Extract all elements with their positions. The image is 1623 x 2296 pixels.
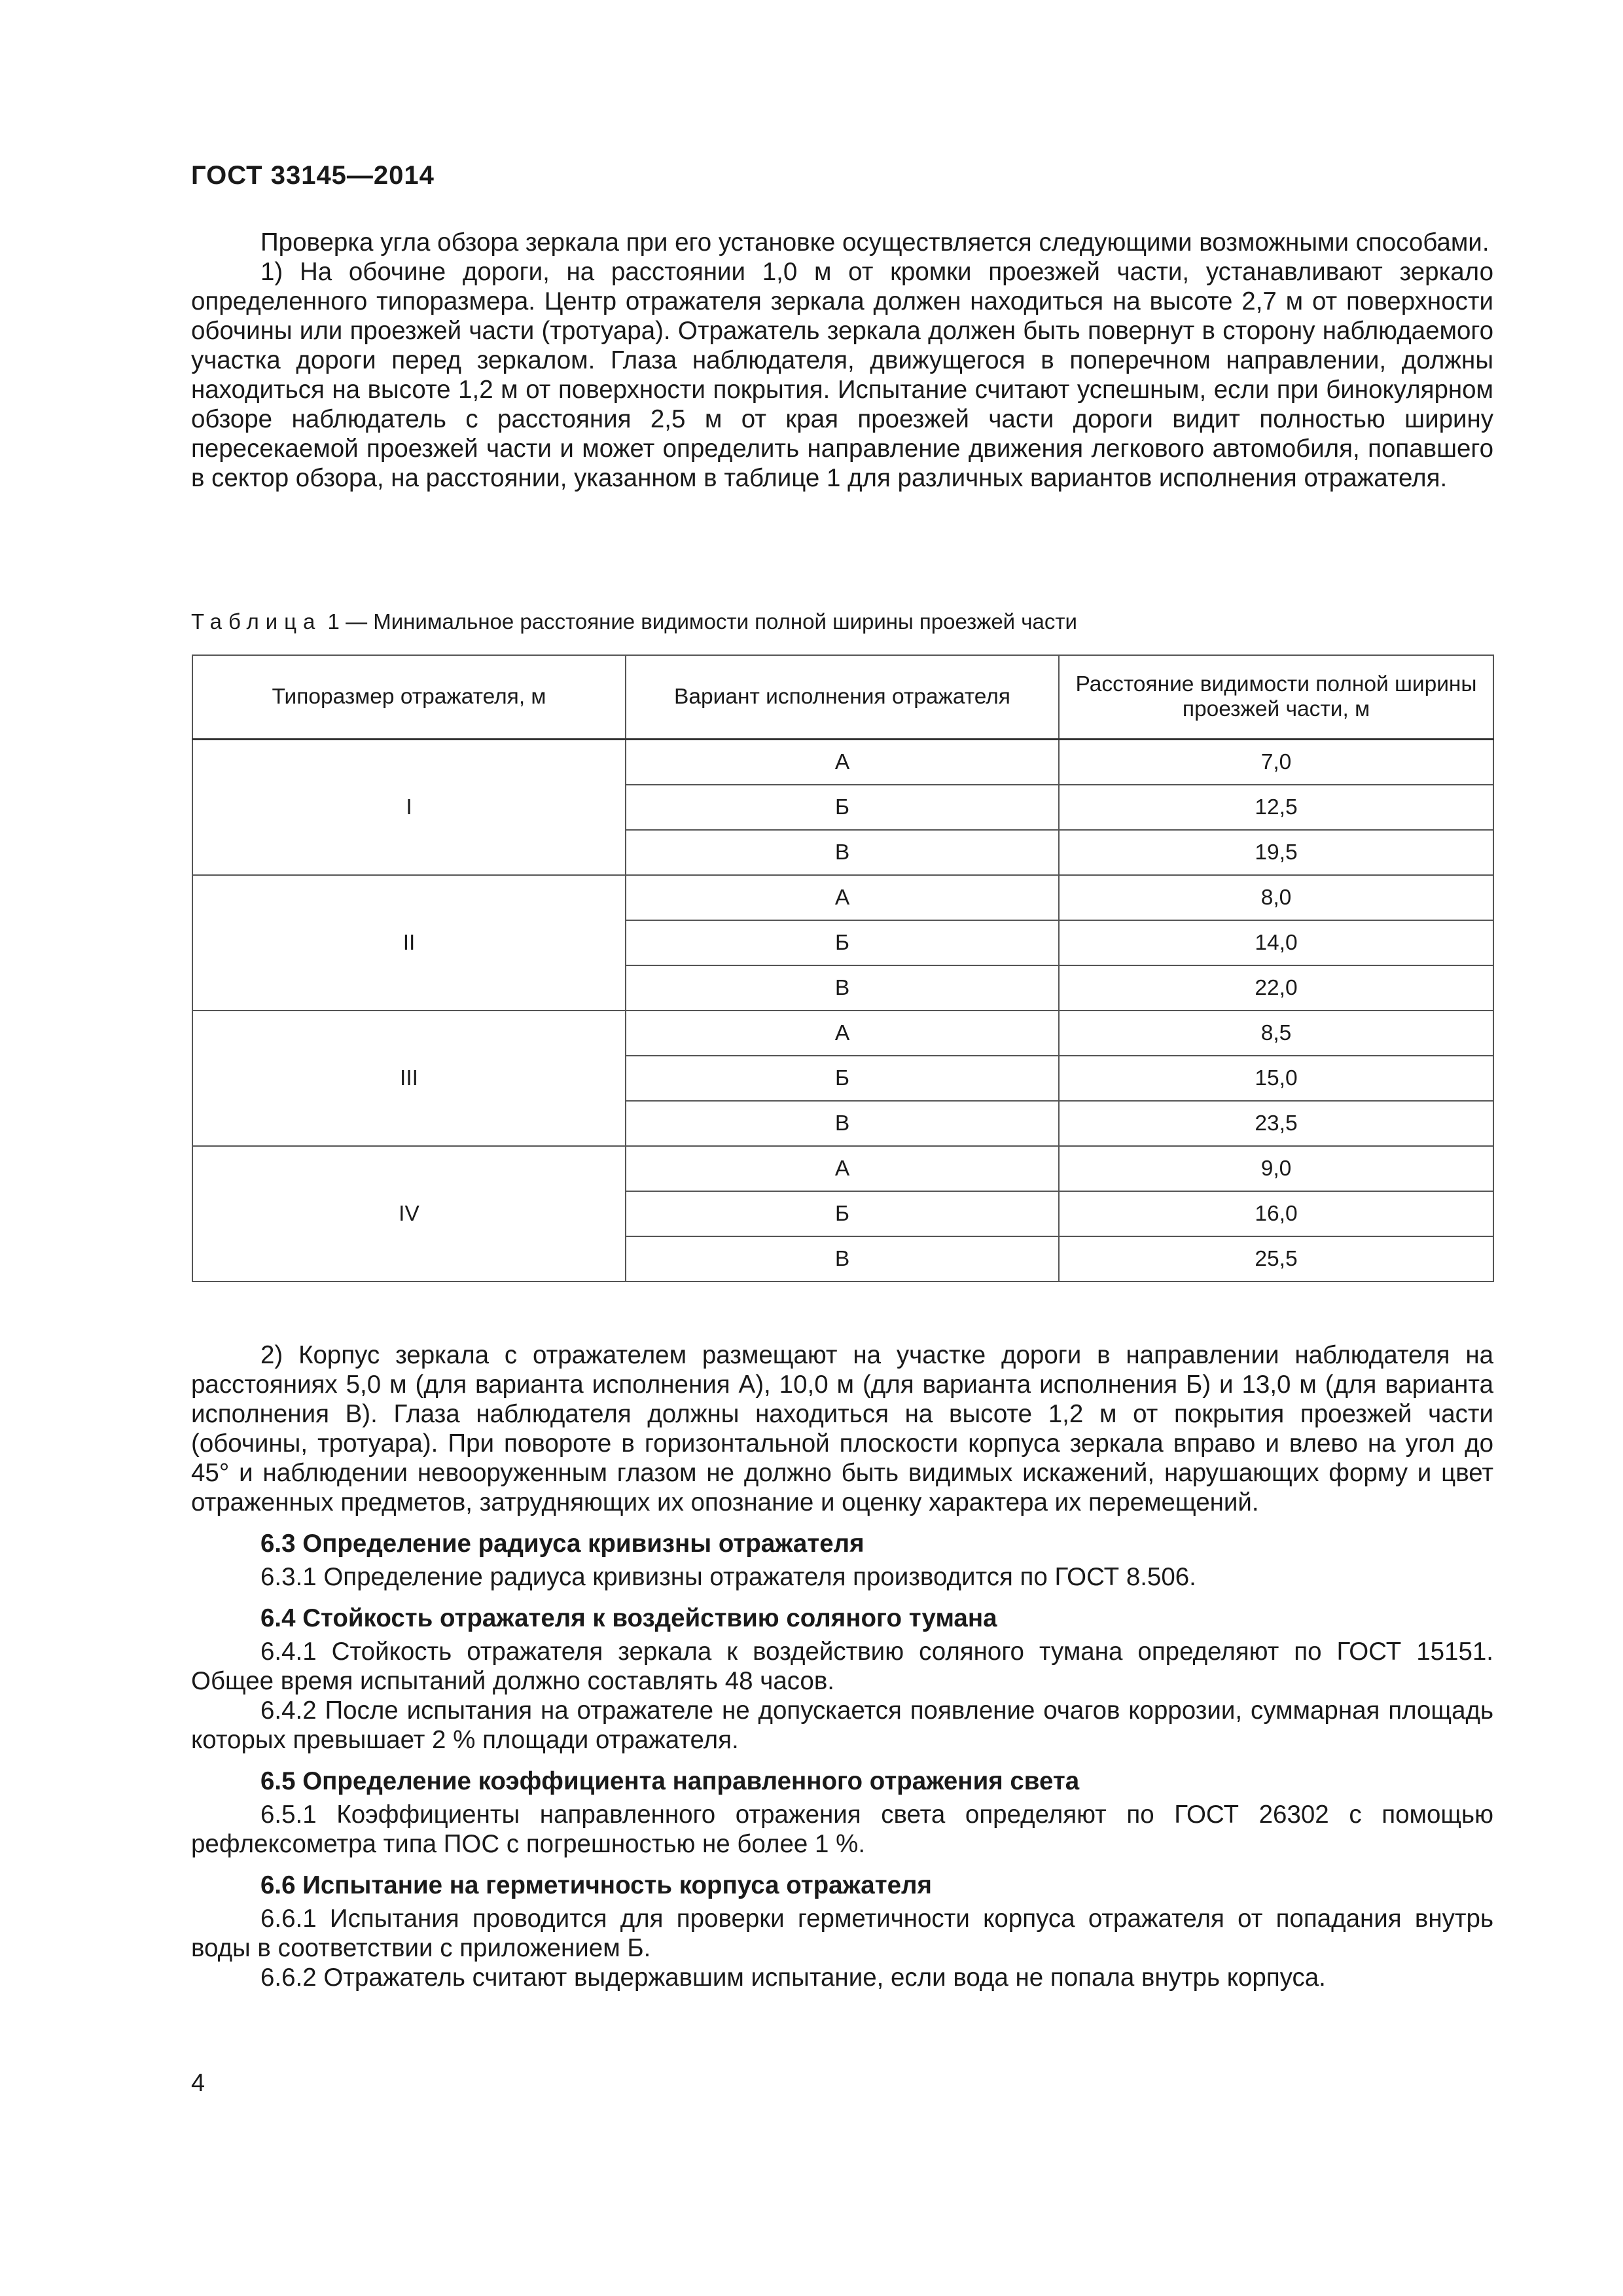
header-size: Типоразмер отражателя, м xyxy=(192,655,626,740)
clause-6-4-1: 6.4.1 Стойкость отражателя зеркала к воздействию соляного тумана определяют по ГОСТ 15151. Общее время испытаний должно составлять 48 часов. xyxy=(191,1638,1493,1695)
variant-cell: В xyxy=(626,830,1059,875)
table-caption xyxy=(191,609,1077,635)
header-variant: Вариант исполнения отражателя xyxy=(626,655,1059,740)
section-6-4-title: 6.4 Стойкость отражателя к воздействию соляного тумана xyxy=(260,1604,997,1632)
distance-cell: 16,0 xyxy=(1059,1191,1493,1236)
table-row xyxy=(192,1146,1493,1191)
table-caption-text: 1 — Минимальное расстояние видимости полной ширины проезжей части xyxy=(321,609,1077,634)
section-6-3-title: 6.3 Определение радиуса кривизны отражателя xyxy=(260,1530,865,1558)
distance-cell: 8,0 xyxy=(1059,875,1493,920)
variant-cell: В xyxy=(626,1236,1059,1282)
distance-cell: 19,5 xyxy=(1059,830,1493,875)
variant-cell: А xyxy=(626,875,1059,920)
section-6-6-title: 6.6 Испытание на герметичность корпуса отражателя xyxy=(260,1871,932,1899)
distance-cell: 23,5 xyxy=(1059,1101,1493,1146)
variant-cell: В xyxy=(626,965,1059,1011)
variant-cell: А xyxy=(626,1011,1059,1056)
distance-cell: 14,0 xyxy=(1059,920,1493,965)
variant-cell: В xyxy=(626,1101,1059,1146)
distance-cell: 25,5 xyxy=(1059,1236,1493,1282)
variant-cell: Б xyxy=(626,1191,1059,1236)
table-row xyxy=(192,1011,1493,1056)
clause-6-6-1: 6.6.1 Испытания проводится для проверки герметичности корпуса отражателя от попадания внутрь воды в соответствии с приложением Б. xyxy=(191,1905,1493,1962)
page-number: 4 xyxy=(191,2070,205,2097)
section-6-5-title: 6.5 Определение коэффициента направленного отражения света xyxy=(260,1767,1080,1795)
variant-cell: А xyxy=(626,1146,1059,1191)
clause-6-4-2: 6.4.2 После испытания на отражателе не допускается появление очагов коррозии, суммарная площадь которых превышает 2 % площади отражателя. xyxy=(191,1696,1493,1754)
size-cell: III xyxy=(192,1011,626,1146)
distance-cell: 9,0 xyxy=(1059,1146,1493,1191)
distance-cell: 15,0 xyxy=(1059,1056,1493,1101)
after-table-block xyxy=(191,1340,1493,1992)
distance-cell: 7,0 xyxy=(1059,740,1493,785)
clause-6-3-1: 6.3.1 Определение радиуса кривизны отражателя производится по ГОСТ 8.506. xyxy=(260,1563,1196,1591)
variant-cell: Б xyxy=(626,920,1059,965)
table-header-row xyxy=(192,655,1493,740)
variant-cell: А xyxy=(626,740,1059,785)
distance-cell: 22,0 xyxy=(1059,965,1493,1011)
document-header: ГОСТ 33145—2014 xyxy=(191,161,435,190)
intro-block xyxy=(191,228,1493,493)
table-row xyxy=(192,875,1493,920)
method-2-paragraph: 2) Корпус зеркала с отражателем размещают на участке дороги в направлении наблюдателя на расстояниях 5,0 м (для варианта исполнения А), 10,0 м (для варианта исполнения Б) и 13,0 м (для варианта исполнения В). Глаза наблюдателя должны находиться на высоте 1,2 м от покрытия проезжей части (обочины, тротуара). При повороте в горизонтальной плоскости корпуса зеркала вправо и влево на угол до 45° и наблюдении невооруженным глазом не должно быть видимых искажений, нарушающих форму и цвет отраженных предметов, затрудняющих их опознание и оценку характера их перемещений. xyxy=(191,1341,1493,1516)
size-cell: II xyxy=(192,875,626,1011)
clause-6-5-1: 6.5.1 Коэффициенты направленного отражения света определяют по ГОСТ 26302 с помощью рефлексометра типа ПОС с погрешностью не более 1 %. xyxy=(191,1801,1493,1858)
variant-cell: Б xyxy=(626,785,1059,830)
distance-cell: 8,5 xyxy=(1059,1011,1493,1056)
visibility-table xyxy=(192,655,1494,1282)
header-distance: Расстояние видимости полной ширины проезжей части, м xyxy=(1059,655,1493,740)
variant-cell: Б xyxy=(626,1056,1059,1101)
intro-paragraph: Проверка угла обзора зеркала при его установке осуществляется следующими возможными способами. xyxy=(260,228,1489,257)
table-caption-label: Таблица xyxy=(191,609,322,634)
table-row xyxy=(192,740,1493,785)
size-cell: IV xyxy=(192,1146,626,1282)
size-cell: I xyxy=(192,740,626,876)
clause-6-6-2: 6.6.2 Отражатель считают выдержавшим испытание, если вода не попала внутрь корпуса. xyxy=(260,1964,1326,1992)
method-1-paragraph: 1) На обочине дороги, на расстоянии 1,0 м от кромки проезжей части, устанавливают зеркало определенного типоразмера. Центр отражателя зеркала должен находиться на высоте 2,7 м от поверхности обочины или проезжей части (тротуара). Отражатель зеркала должен быть повернут в сторону наблюдаемого участка дороги перед зеркалом. Глаза наблюдателя, движущегося в поперечном направлении, должны находиться на высоте 1,2 м от поверхности покрытия. Испытание считают успешным, если при бинокулярном обзоре наблюдатель с расстояния 2,5 м от края проезжей части дороги видит полностью ширину пересекаемой проезжей части и может определить направление движения легкового автомобиля, попавшего в сектор обзора, на расстоянии, указанном в таблице 1 для различных вариантов исполнения отражателя. xyxy=(191,258,1493,492)
distance-cell: 12,5 xyxy=(1059,785,1493,830)
